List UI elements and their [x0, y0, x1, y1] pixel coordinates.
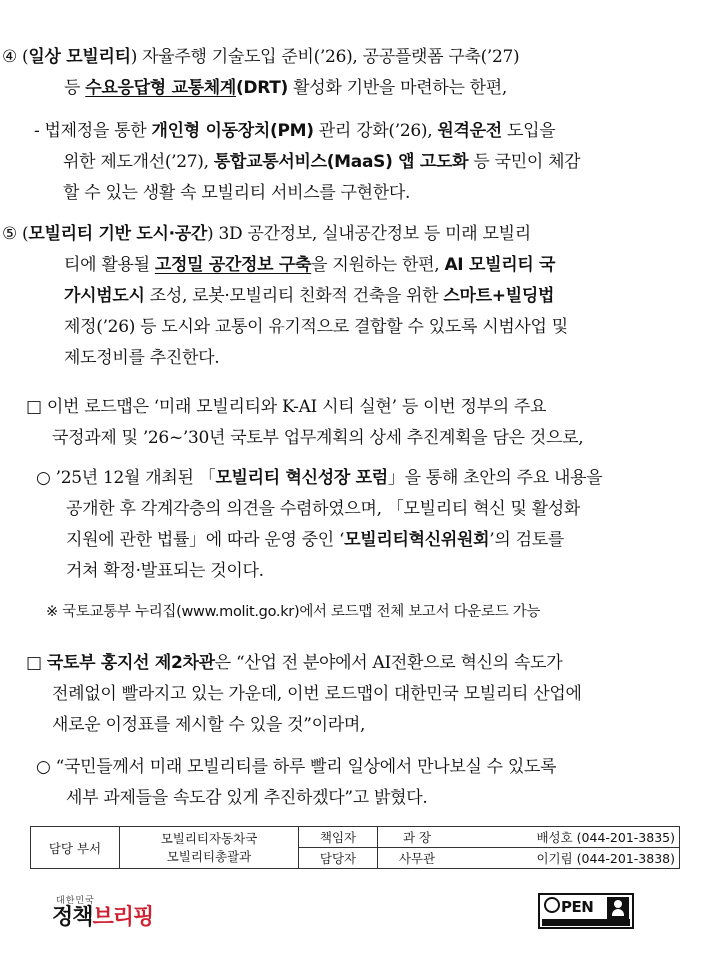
- item4-line2: 등 수요응답형 교통체계(DRT) 활성화 기반을 마련하는 한편,: [64, 78, 508, 98]
- title-staff: 사무관: [378, 848, 457, 869]
- section-a-line1: □ 이번 로드맵은 ‘미래 모빌리티와 K-AI 시티 실현’ 등 이번 정부의 주요: [26, 397, 547, 417]
- item4-sub-paragraph: [0, 116, 711, 209]
- item5-line5: 제도정비를 추진한다.: [64, 348, 220, 368]
- dept-name: 모빌리티자동차국 모빌리티총괄과: [120, 827, 299, 869]
- section-a-sub-paragraph: [0, 463, 711, 587]
- section-b-sub-line2: 세부 과제들을 속도감 있게 추진하겠다”고 밝혔다.: [66, 788, 428, 808]
- dept-label: 담당 부서: [31, 827, 120, 869]
- section-b-line1: □ 국토부 홍지선 제2차관은 “산업 전 분야에서 AI전환으로 혁신의 속도가: [26, 653, 563, 673]
- item4-paragraph: [0, 42, 711, 104]
- item4-sub-line2: 위한 제도개선(’27), 통합교통서비스(MaaS) 앱 고도화 등 국민이 체감: [63, 152, 581, 172]
- contact-manager: 배성호 (044-201-3835): [456, 827, 680, 848]
- role-staff: 담당자: [299, 848, 378, 869]
- section-b-sub-line1: ○ “국민들께서 미래 모빌리티를 하루 빨리 일상에서 만나보실 수 있도록: [36, 757, 557, 777]
- role-manager: 책임자: [299, 827, 378, 848]
- section-a-sub-line4: 거쳐 확정·발표되는 것이다.: [66, 561, 264, 581]
- item4-sub-line3: 할 수 있는 생활 속 모빌리티 서비스를 구현한다.: [63, 183, 411, 203]
- item5-paragraph: [0, 219, 711, 374]
- contact-staff: 이기림 (044-201-3838): [456, 848, 680, 869]
- section-a-sub-line2: 공개한 후 각계각층의 의견을 수렴하였으며, 「모빌리티 혁신 및 활성화: [66, 499, 581, 519]
- contact-table: [30, 826, 680, 869]
- logo-main-text: 정책브리핑: [52, 905, 154, 930]
- item4-sub-line1: - 법제정을 통한 개인형 이동장치(PM) 관리 강화(’26), 원격운전 도입을: [34, 121, 556, 141]
- download-note: ※ 국토교통부 누리집(www.molit.go.kr)에서 로드맵 전체 보고서 다운로드 가능: [46, 604, 541, 620]
- item5-line2: 티에 활용될 고정밀 공간정보 구축을 지원하는 한편, AI 모빌리티 국: [64, 255, 556, 275]
- badge-bottom-strip: [542, 919, 630, 926]
- open-o-icon: [544, 897, 560, 913]
- logo-small-text: 대한민국: [56, 896, 95, 906]
- section-b-sub-paragraph: [0, 752, 711, 814]
- item5-line4: 제정(’26) 등 도시와 교통이 유기적으로 결합할 수 있도록 시범사업 및: [64, 317, 568, 337]
- item5-line3: 가시범도시 조성, 로봇·모빌리티 친화적 건축을 위한 스마트+빌딩법: [64, 286, 555, 306]
- section-a-sub-line1: ○ ’25년 12월 개최된 「모빌리티 혁신성장 포럼」을 통해 초안의 주요 내용을: [36, 468, 603, 488]
- title-manager: 과 장: [378, 827, 457, 848]
- open-license-badge: [538, 893, 634, 929]
- item4-line1: ④ (일상 모빌리티) 자율주행 기술도입 준비(’26), 공공플랫폼 구축(’27): [2, 47, 520, 67]
- policy-briefing-logo: [52, 893, 153, 930]
- section-b-line3: 새로운 이정표를 제시할 수 있을 것”이라며,: [52, 715, 366, 735]
- section-b-line2: 전례없이 빨라지고 있는 가운데, 이번 로드맵이 대한민국 모빌리티 산업에: [52, 684, 582, 704]
- item5-line1: ⑤ (모빌리티 기반 도시·공간) 3D 공간정보, 실내공간정보 등 미래 모빌리: [2, 224, 531, 244]
- attribution-person-icon: [607, 897, 629, 919]
- open-text: PEN: [544, 897, 593, 916]
- section-b-paragraph: [0, 648, 711, 741]
- section-a-line2: 국정과제 및 ’26~’30년 국토부 업무계획의 상세 추진계획을 담은 것으로,: [52, 428, 584, 448]
- section-a-sub-line3: 지원에 관한 법률」에 따라 운영 중인 ‘모빌리티혁신위원회’의 검토를: [66, 530, 564, 550]
- section-a-paragraph: [0, 392, 711, 454]
